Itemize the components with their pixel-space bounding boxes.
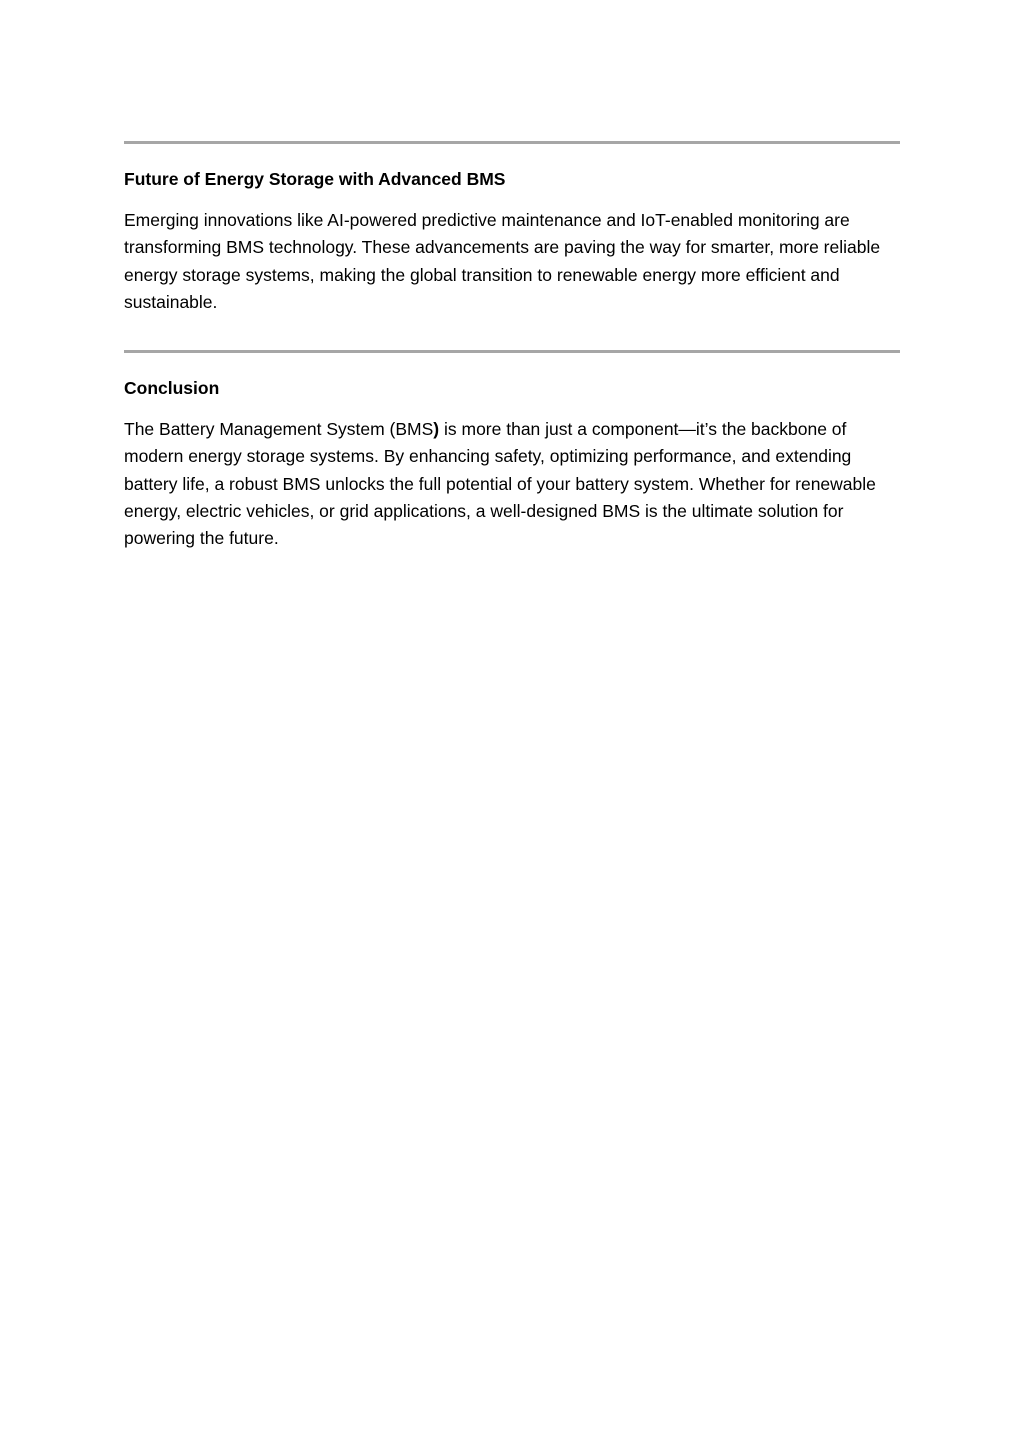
section-divider	[124, 350, 900, 353]
conclusion-text-end: is more than just a component—it’s the backbone of modern energy storage systems. By enhancing safety, optimizing performance, and extending battery life, a robust BMS unlocks the full potential of your battery system. Whether for renewable energy, electric vehicles, or grid applications, a well-designed BMS is the ultimate solution for powering the future.	[124, 419, 876, 549]
document-page	[124, 0, 900, 553]
section-body-conclusion	[124, 416, 900, 552]
section-divider	[124, 141, 900, 144]
conclusion-bold-paren: )	[433, 419, 440, 440]
section-body-future: Emerging innovations like AI-powered predictive maintenance and IoT-enabled monitoring are transforming BMS technology. These advancements are paving the way for smarter, more reliable energy storage systems, making the global transition to renewable energy more efficient and sustainable.	[124, 210, 881, 312]
section-heading-future: Future of Energy Storage with Advanced BMS	[124, 169, 506, 189]
section-heading-conclusion: Conclusion	[124, 378, 220, 399]
conclusion-text-start: The Battery Management System (BMS	[124, 419, 434, 440]
